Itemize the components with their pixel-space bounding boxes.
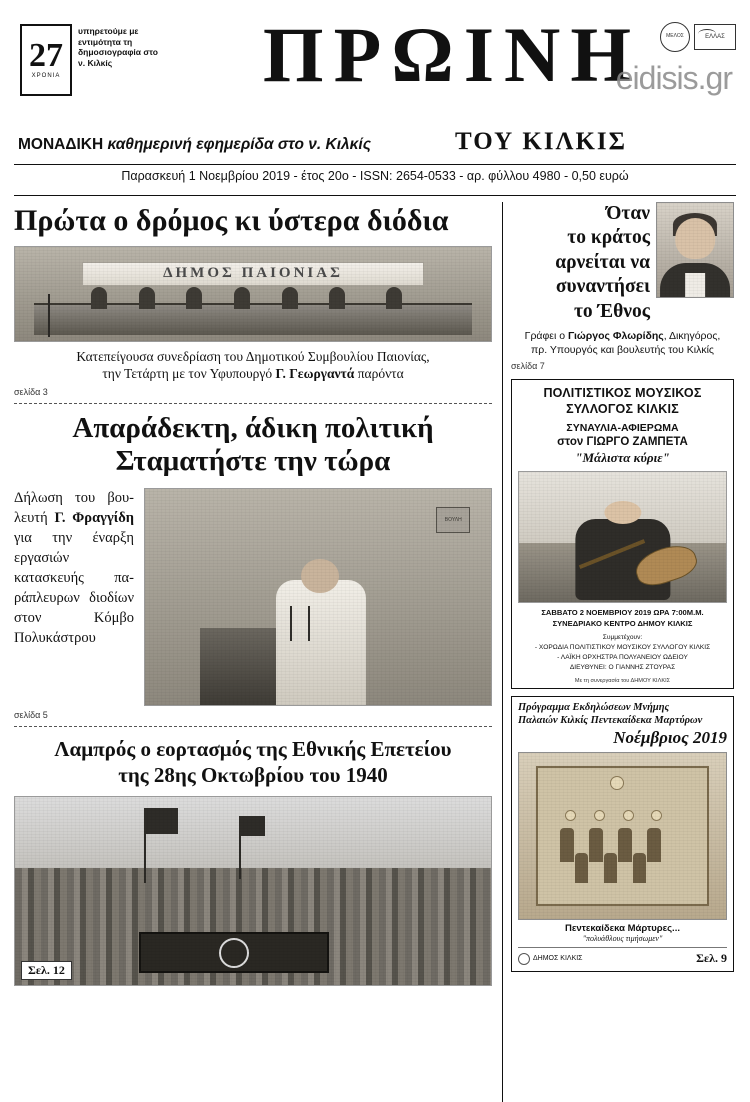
photo-grain xyxy=(15,247,491,341)
concert-datetime: ΣΑΒΒΑΤΟ 2 ΝΟΕΜΒΡΙΟΥ 2019 ΩΡΑ 7:00Μ.Μ. xyxy=(541,608,704,618)
opinion-byline-line1 xyxy=(511,330,734,344)
greece-logo-label: ΕΛΛΑΣ xyxy=(705,34,725,40)
opinion-headline-line-4: το Έθνος xyxy=(573,300,650,322)
divider-2 xyxy=(14,726,492,727)
opinion-headline-line-1: το κράτος xyxy=(567,227,650,249)
lead-caption-bold: Γ. Γεωργαντά xyxy=(275,366,355,382)
masthead-rule-bottom xyxy=(14,195,736,196)
photo-grain xyxy=(145,489,491,705)
memorial-icon-image xyxy=(518,752,727,920)
memorial-year: Νοέμβριος 2019 xyxy=(613,728,727,748)
concert-org-line1: ΠΟΛΙΤΙΣΤΙΚΟΣ ΜΟΥΣΙΚΟΣ xyxy=(543,386,702,401)
lead-caption-pre: την Τετάρτη με τον Υφυπουργό xyxy=(102,366,276,382)
municipality-seal-icon xyxy=(518,953,530,965)
masthead-logos xyxy=(660,22,736,52)
paper-title: ΠΡΩΙΝΗ xyxy=(262,11,642,98)
title-block xyxy=(168,11,736,98)
columnist-portrait xyxy=(656,202,734,298)
right-column xyxy=(502,202,734,1102)
lead-caption-line2 xyxy=(14,365,492,383)
concert-honoree-pre: στον xyxy=(557,436,587,449)
lead-caption-line1: Κατεπείγουσα συνεδρίαση του Δημοτικού Συμβουλίου Παιονίας, xyxy=(76,348,430,364)
participants-title: Συμμετέχουν: xyxy=(602,634,643,642)
association-seal-icon: ΜΕΛΟΣ xyxy=(660,22,690,52)
photo-grain xyxy=(657,203,733,297)
left-column xyxy=(14,202,492,1102)
concert-org-line2: ΣΥΛΛΟΓΟΣ ΚΙΛΚΙΣ xyxy=(566,401,679,416)
memorial-footer xyxy=(518,947,727,966)
concert-honoree-name: ΓΙΩΡΓΟ ΖΑΜΠΕΤΑ xyxy=(586,436,688,449)
opinion-byline-line2: πρ. Υπουργός και βουλευτής του Κιλκίς xyxy=(530,343,714,356)
memorial-line2: Παλαιών Κιλκίς Πεντεκαίδεκα Μαρτύρων xyxy=(518,715,703,727)
lead-caption xyxy=(14,348,492,383)
story3-photo xyxy=(14,796,492,986)
story2-page-ref: σελίδα 5 xyxy=(14,710,48,721)
opinion-page-ref: σελίδα 7 xyxy=(511,361,545,372)
opinion-byline xyxy=(511,330,734,357)
story2-photo xyxy=(144,488,492,706)
tagline-rest: καθημερινή εφημερίδα στο ν. Κιλκίς xyxy=(107,136,371,153)
participant-1: - ΛΑΪΚΗ ΟΡΧΗΣΤΡΑ ΠΟΛΥΑΝΕΙΟΥ ΩΔΕΙΟΥ xyxy=(557,654,688,662)
lead-photo xyxy=(14,246,492,342)
anniversary-slogan: υπηρετούμε με εντιμότητα τη δημοσιογραφία στο ν. Κιλκίς xyxy=(78,26,158,68)
dateline: Παρασκευή 1 Νοεμβρίου 2019 - έτος 20ο - ISSN: 2654-0533 - αρ. φύλλου 4980 - 0,50 ευρώ xyxy=(121,169,629,183)
tagline-bold: ΜΟΝΑΔΙΚΗ xyxy=(18,136,104,153)
story2-text-bold: Γ. Φραγγίδη xyxy=(54,510,134,527)
memorial-caption-line2: "πολυάθλους τιμήσωμεν" xyxy=(582,934,663,944)
paper-tagline xyxy=(18,136,371,154)
story3-page-tag: Σελ. 12 xyxy=(21,961,72,980)
paper-subtitle: ΤΟΥ ΚΙΛΚΙΣ xyxy=(455,128,627,155)
concert-type: ΣΥΝΑΥΛΙΑ-ΑΦΙΕΡΩΜΑ xyxy=(566,422,679,435)
photo-grain xyxy=(15,797,491,985)
site-watermark: eidisis.gr xyxy=(615,60,732,96)
council-banner: ΔΗΜΟΣ ΠΑΙΟΝΙΑΣ xyxy=(82,262,425,286)
photo-grain xyxy=(519,753,726,919)
concert-photo xyxy=(518,471,727,603)
anniversary-number: 27 xyxy=(29,36,63,74)
byline-author: Γιώργος Φλωρίδης xyxy=(568,329,664,342)
parliament-emblem-icon: ΒΟΥΛΗ xyxy=(436,507,470,533)
concert-honoree xyxy=(518,436,727,448)
wave-shape-icon xyxy=(698,29,716,39)
advert-memorial xyxy=(511,696,734,972)
story3-headline xyxy=(14,737,492,787)
story2-headline xyxy=(14,412,492,479)
participant-0: - ΧΟΡΩΔΙΑ ΠΟΛΙΤΙΣΤΙΚΟΥ ΜΟΥΣΙΚΟΥ ΣΥΛΛΟΓΟΥ ΚΙΛΚΙΣ xyxy=(534,644,711,652)
greece-logo-icon xyxy=(694,24,736,50)
page-content xyxy=(14,202,736,1102)
memorial-org xyxy=(518,953,583,965)
story2-body xyxy=(14,488,492,706)
anniversary-badge xyxy=(20,24,72,96)
story2-text-pre: Δήλωση του βουλευτή xyxy=(14,490,134,527)
memorial-line1: Πρόγραμμα Εκδηλώσεων Μνήμης xyxy=(518,701,670,713)
memorial-caption-line1: Πεντεκαίδεκα Μάρτυρες... xyxy=(565,923,680,935)
byline-pre: Γράφει ο xyxy=(524,329,568,342)
opinion-headline xyxy=(511,202,650,324)
lead-caption-post: παρόντα xyxy=(354,366,404,382)
anniversary-word: ΧΡΟΝΙΑ xyxy=(31,73,61,80)
photo-grain xyxy=(519,472,726,602)
opinion-block xyxy=(511,202,734,324)
opinion-headline-line-2: αρνείται να xyxy=(555,251,650,273)
story3-headline-line1: Λαμπρός ο εορτασμός της Εθνικής Επετείου xyxy=(54,737,452,762)
memorial-org-label: ΔΗΜΟΣ ΚΙΛΚΙΣ xyxy=(533,955,583,963)
concert-venue: ΣΥΝΕΔΡΙΑΚΟ ΚΕΝΤΡΟ ΔΗΜΟΥ ΚΙΛΚΙΣ xyxy=(552,619,693,629)
story2-text xyxy=(14,488,134,706)
story2-text-post: για την έναρξη εργασιών κατασκευής παράπλευρων διοδίων στον Κόμβο Πολυκάστρου xyxy=(14,530,134,647)
divider-1 xyxy=(14,403,492,404)
story2-headline-line1: Απαράδεκτη, άδικη πολιτική xyxy=(72,411,434,444)
advert-concert xyxy=(511,379,734,689)
masthead xyxy=(14,11,736,134)
memorial-page-ref: Σελ. 9 xyxy=(696,951,727,966)
concert-quote: "Μάλιστα κύριε" xyxy=(575,450,670,466)
byline-post: , Δικηγόρος, xyxy=(663,329,721,342)
opinion-headline-line-3: συναντήσει xyxy=(555,276,650,298)
concert-footer: Με τη συνεργασία του ΔΗΜΟΥ ΚΙΛΚΙΣ xyxy=(574,677,671,684)
story2-headline-line2: Σταματήστε την τώρα xyxy=(115,445,391,478)
lead-headline: Πρώτα ο δρόμος κι ύστερα διόδια xyxy=(14,204,449,237)
concert-participants xyxy=(518,633,727,673)
story3-headline-line2: της 28ης Οκτωβρίου του 1940 xyxy=(118,762,388,787)
opinion-headline-line-0: Όταν xyxy=(606,203,650,224)
lead-page-ref: σελίδα 3 xyxy=(14,386,48,397)
participant-2: ΔΙΕΥΘΥΝΕΙ: Ο ΓΙΑΝΝΗΣ ΖΤΟΥΡΑΣ xyxy=(569,664,676,672)
